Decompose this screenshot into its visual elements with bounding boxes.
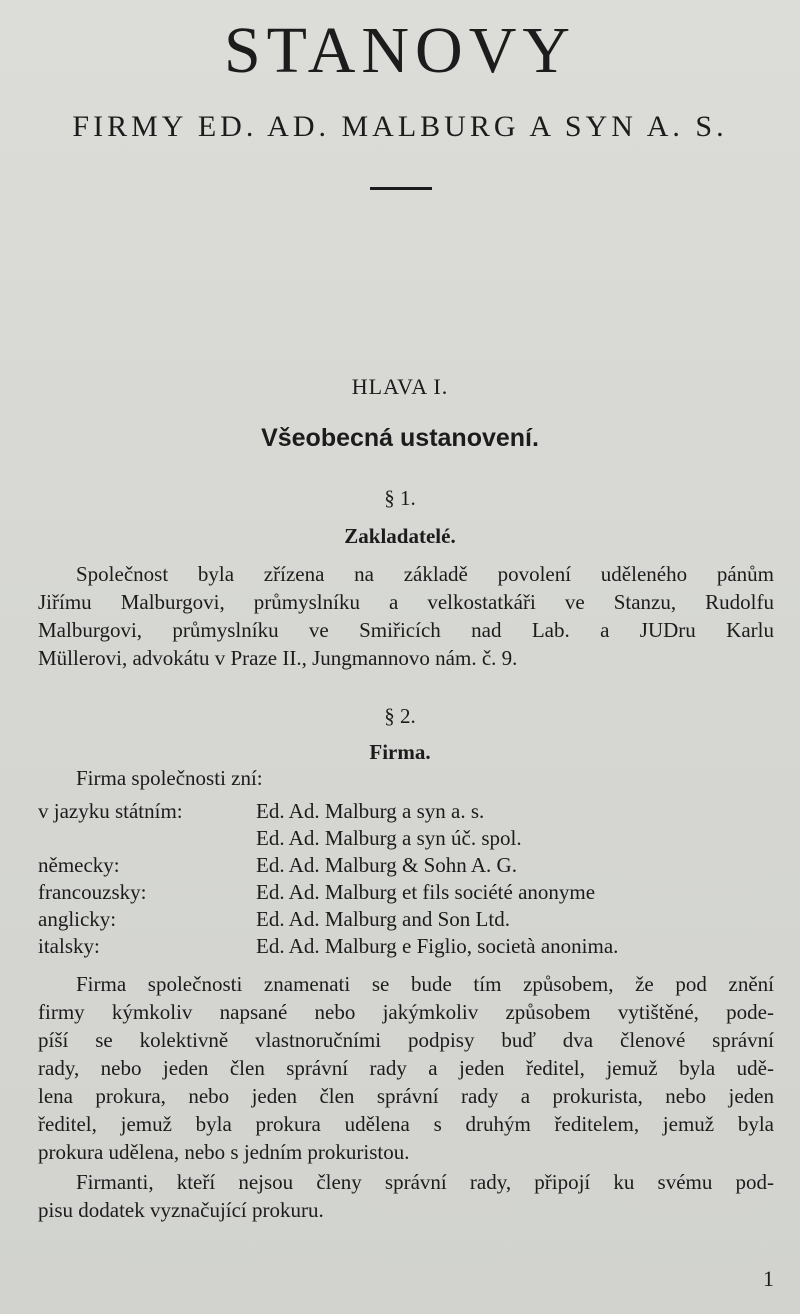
paragraph-line: Firma společnosti znamenati se bude tím způsobem, že pod znění: [76, 972, 774, 996]
firm-name: Ed. Ad. Malburg & Sohn A. G.: [256, 853, 517, 877]
paragraph-line: Firmanti, kteří nejsou členy správní rady, připojí ku svému pod-: [76, 1170, 774, 1194]
firm-name: Ed. Ad. Malburg a syn a. s.: [256, 799, 485, 823]
document-subtitle: FIRMY ED. AD. MALBURG A SYN A. S.: [72, 110, 728, 143]
section-2-number: § 2.: [384, 704, 416, 728]
firm-row: [38, 906, 618, 933]
firm-language: německy:: [38, 853, 120, 877]
document-title: STANOVY: [223, 14, 577, 87]
firm-language: italsky:: [38, 934, 100, 958]
firm-name: Ed. Ad. Malburg e Figlio, società anonima.: [256, 934, 619, 958]
chapter-label: HLAVA I.: [351, 374, 449, 399]
firm-language: anglicky:: [38, 907, 117, 931]
paragraph-line: pisu dodatek vyznačující prokuru.: [38, 1198, 324, 1222]
firm-language: v jazyku státním:: [38, 799, 183, 823]
paragraph-line: lena prokura, nebo jeden člen správní rady a prokurista, nebo jeden: [38, 1084, 774, 1108]
firm-name: Ed. Ad. Malburg and Son Ltd.: [256, 907, 510, 931]
page-number: 1: [763, 1266, 774, 1291]
paragraph-line: Společnost byla zřízena na základě povolení uděleného pánům: [76, 562, 774, 586]
firm-row: [38, 825, 618, 852]
firm-name: Ed. Ad. Malburg a syn úč. spol.: [256, 826, 522, 850]
paragraph-line: Müllerovi, advokátu v Praze II., Jungmannovo nám. č. 9.: [38, 646, 518, 670]
paragraph-line: ředitel, jemuž byla prokura udělena s druhým ředitelem, jemuž byla: [38, 1112, 774, 1136]
paragraph-line: prokura udělena, nebo s jedním prokuristou.: [38, 1140, 410, 1164]
firm-names-table: [38, 798, 618, 960]
firm-row: [38, 798, 618, 825]
section-1-paragraph: [38, 560, 774, 672]
section-1-number: § 1.: [384, 486, 416, 510]
firm-language: francouzsky:: [38, 880, 147, 904]
firm-row: [38, 879, 618, 906]
section-1-title: Zakladatelé.: [344, 524, 456, 548]
chapter-title: Všeobecná ustanovení.: [261, 424, 539, 452]
firm-language: [38, 825, 256, 852]
firm-row: [38, 852, 618, 879]
section-2-title: Firma.: [369, 740, 431, 764]
paragraph-line: píší se kolektivně vlastnoručními podpisy buď dva členové správní: [38, 1028, 774, 1052]
firm-intro: Firma společnosti zní:: [76, 766, 263, 790]
section-2-paragraph-2: [38, 1168, 774, 1224]
section-2-paragraph-1: [38, 970, 774, 1166]
paragraph-line: Malburgovi, průmyslníku ve Smiřicích nad Lab. a JUDru Karlu: [38, 618, 774, 642]
paragraph-line: firmy kýmkoliv napsané nebo jakýmkoliv způsobem vytištěné, pode-: [38, 1000, 774, 1024]
title-divider: [370, 187, 432, 190]
firm-name: Ed. Ad. Malburg et fils société anonyme: [256, 880, 596, 904]
paragraph-line: Jiřímu Malburgovi, průmyslníku a velkostatkáři ve Stanzu, Rudolfu: [38, 590, 774, 614]
paragraph-line: rady, nebo jeden člen správní rady a jeden ředitel, jemuž byla udě-: [38, 1056, 774, 1080]
firm-row: [38, 933, 618, 960]
